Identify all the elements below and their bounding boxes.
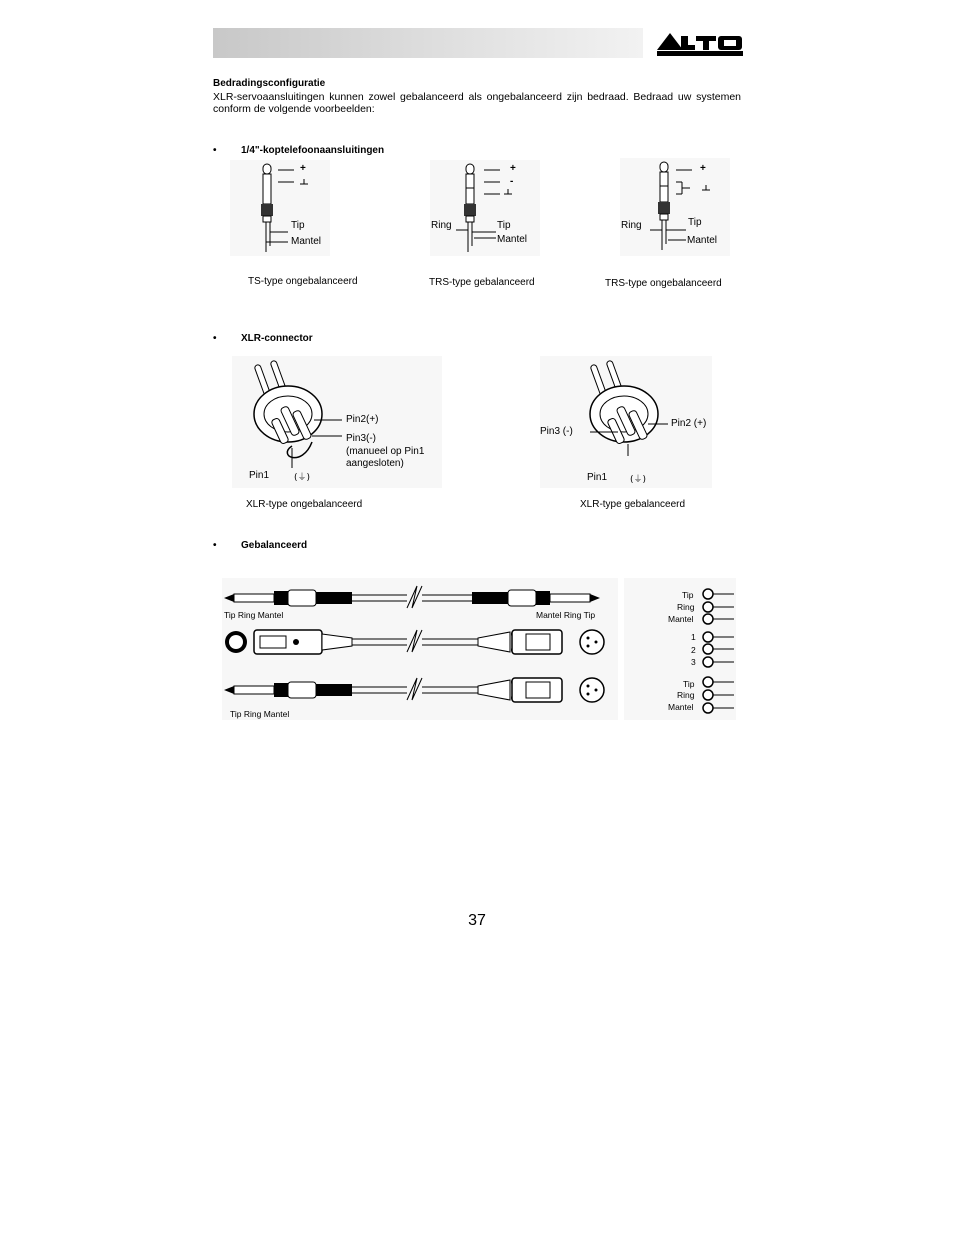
xlr-bal-pin2: Pin2 (+): [671, 418, 707, 429]
bullet-balanced-label: Gebalanceerd: [241, 540, 308, 551]
xlr-unbal-pin1: Pin1: [249, 470, 270, 481]
legend-tip-2: Tip: [683, 679, 695, 689]
legend-pin-1: 1: [691, 632, 696, 642]
ts-tip-label: Tip: [291, 220, 305, 231]
trs-unbal-plus: +: [700, 163, 706, 174]
bullet-jacks-label: 1/4"-koptelefoonaansluitingen: [241, 145, 385, 156]
cable3-left-label: Tip Ring Mantel: [230, 709, 290, 719]
legend-mantel-2: Mantel: [668, 702, 694, 712]
bullet-xlr-label: XLR-connector: [241, 333, 313, 344]
legend-pin-3: 3: [691, 657, 696, 667]
bullet-dot: •: [213, 145, 217, 156]
balanced-cables-diagram: [222, 578, 618, 720]
trs-bal-plus: +: [510, 163, 516, 174]
legend-tip-1: Tip: [682, 590, 694, 600]
legend-mantel-1: Mantel: [668, 614, 694, 624]
legend-pin-2: 2: [691, 645, 696, 655]
xlr-bal-pin3: Pin3 (-): [540, 426, 573, 437]
trs-unbal-ring-label: Ring: [621, 220, 642, 231]
page-number: 37: [468, 912, 486, 929]
section-heading: Bedradingsconfiguratie: [213, 78, 326, 89]
trs-bal-ring-label: Ring: [431, 220, 452, 231]
xlr-unbal-pin2: Pin2(+): [346, 414, 379, 425]
xlr-unbal-caption: XLR-type ongebalanceerd: [246, 499, 363, 510]
ts-caption: TS-type ongebalanceerd: [248, 276, 358, 287]
alto-logo: [657, 30, 743, 58]
ts-mantel-label: Mantel: [291, 236, 322, 247]
trs-bal-caption: TRS-type gebalanceerd: [429, 277, 535, 288]
ground-icon: [294, 472, 310, 483]
xlr-unbal-note2: aangesloten): [346, 458, 404, 469]
legend-ring-1: Ring: [677, 602, 695, 612]
trs-bal-tip-label: Tip: [497, 220, 511, 231]
trs-unbal-mantel-label: Mantel: [687, 235, 718, 246]
legend-circles: [703, 589, 713, 713]
cable1-left-label: Tip Ring Mantel: [224, 610, 284, 620]
xlr-unbal-pin3: Pin3(-): [346, 433, 377, 444]
cable1-right-label: Mantel Ring Tip: [536, 610, 596, 620]
trs-unbal-tip-label: Tip: [688, 217, 702, 228]
bullet-xlr: [213, 333, 313, 344]
ts-plus: +: [300, 163, 306, 174]
legend-ring-2: Ring: [677, 690, 695, 700]
trs-bal-mantel-label: Mantel: [497, 234, 528, 245]
xlr-unbalanced-diagram: [232, 356, 442, 488]
svg-text:(⏚): (⏚): [630, 475, 647, 485]
bullet-jacks: [213, 145, 385, 156]
xlr-unbal-note1: (manueel op Pin1: [346, 446, 425, 457]
header-bar: [213, 28, 643, 58]
svg-text:(⏚): (⏚): [294, 473, 311, 483]
xlr-bal-pin1: Pin1: [587, 472, 608, 483]
bullet-dot: •: [213, 540, 217, 551]
bullet-dot: •: [213, 333, 217, 344]
trs-unbal-caption: TRS-type ongebalanceerd: [605, 278, 722, 289]
xlr-bal-caption: XLR-type gebalanceerd: [580, 499, 686, 510]
bullet-balanced: [213, 540, 308, 551]
trs-bal-minus: -: [510, 176, 514, 187]
intro-paragraph: XLR-servoaansluitingen kunnen zowel gebalanceerd als ongebalanceerd zijn bedraad. Bedraad uw systemen conform de volgende voorbeelden:: [213, 91, 741, 115]
ground-icon: [630, 474, 646, 485]
